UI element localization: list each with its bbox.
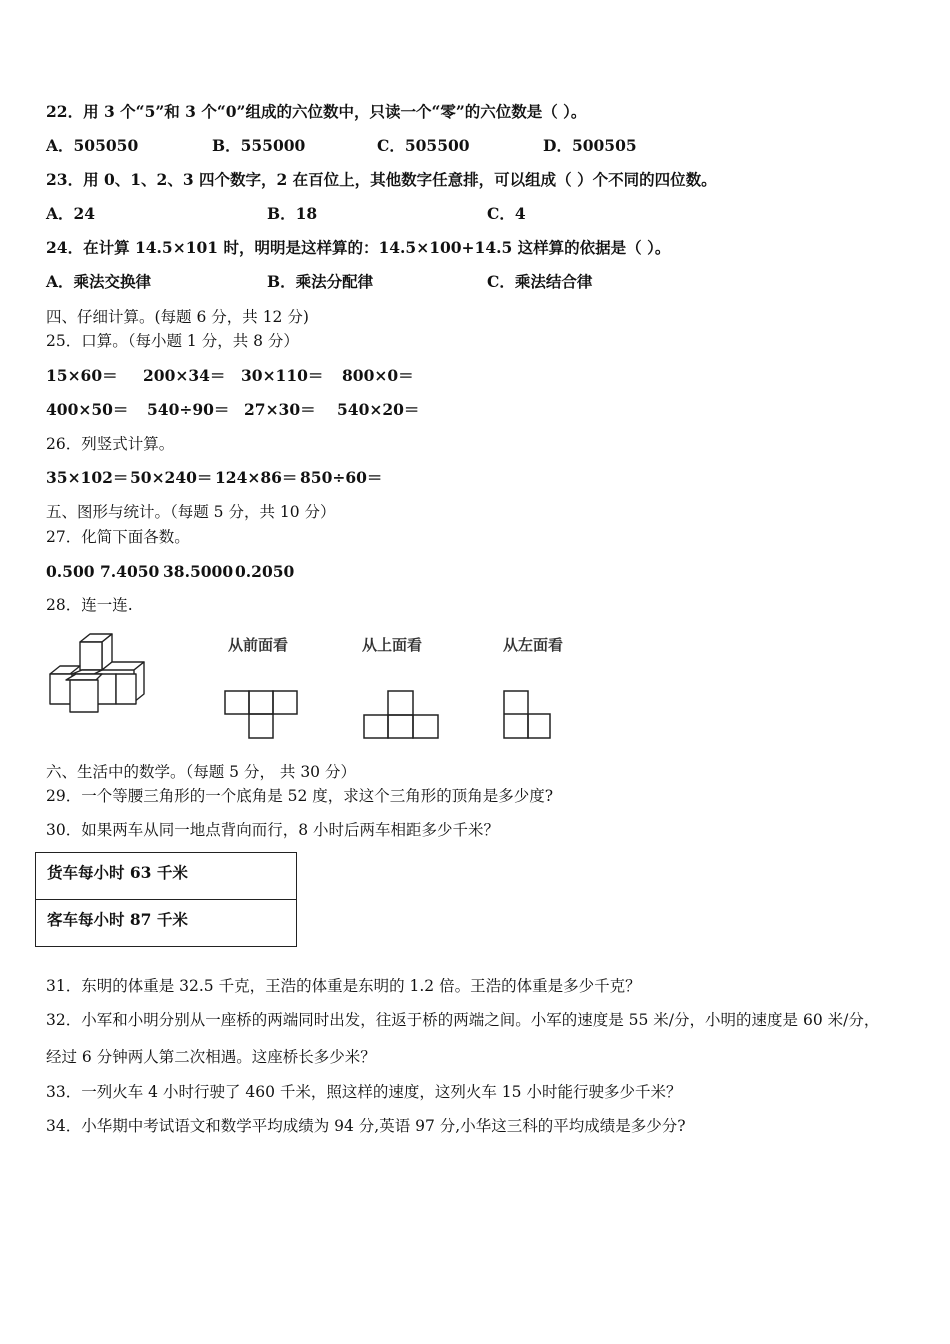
view-label-top: 从上面看 xyxy=(362,636,423,654)
q32-text-line2: 经过 6 分钟两人第二次相遇。这座桥长多少米？ xyxy=(46,1048,376,1066)
q27-value: 7.4050 xyxy=(100,562,160,581)
q24-option-a: A．乘法交换律 xyxy=(46,272,152,291)
q22-text: 22．用 3 个“5”和 3 个“0”组成的六位数中，只读一个“零”的六位数是（ ）。 xyxy=(46,102,587,121)
q25-item: 30×110＝ xyxy=(241,366,324,385)
q27-text: 27．化简下面各数。 xyxy=(46,528,190,546)
q22-option-d: D．500505 xyxy=(543,136,637,155)
q24-text: 24．在计算 14.5×101 时，明明是这样算的：14.5×100+14.5 这样算的依据是（ ）。 xyxy=(46,238,671,257)
q30-table xyxy=(35,852,297,947)
q24-option-b: B．乘法分配律 xyxy=(267,272,374,291)
q22-option-a: A．505050 xyxy=(46,136,139,155)
q30-table-row-truck: 货车每小时 63 千米 xyxy=(36,853,296,900)
view-label-front: 从前面看 xyxy=(228,636,289,654)
q34-text: 34．小华期中考试语文和数学平均成绩为 94 分,英语 97 分,小华这三科的平均成绩是多少分? xyxy=(46,1117,686,1135)
view-label-left: 从左面看 xyxy=(503,636,564,654)
q25-item: 400×50＝ xyxy=(46,400,129,419)
q22-option-c: C．505500 xyxy=(377,136,470,155)
q26-item: 50×240＝ xyxy=(130,468,213,487)
q23-option-a: A．24 xyxy=(46,204,96,223)
q26-item: 850÷60＝ xyxy=(300,468,383,487)
q26-item: 124×86＝ xyxy=(215,468,298,487)
q33-text: 33．一列火车 4 小时行驶了 460 千米，照这样的速度，这列火车 15 小时能行驶多少千米？ xyxy=(46,1083,682,1101)
q28-text: 28．连一连. xyxy=(46,596,133,614)
q25-item: 800×0＝ xyxy=(342,366,414,385)
left-view-figure xyxy=(500,688,560,742)
q26-item: 35×102＝ xyxy=(46,468,129,487)
q27-value: 38.5000 xyxy=(163,562,234,581)
section4-heading: 四、仔细计算。(每题 6 分，共 12 分) xyxy=(46,308,309,326)
q25-item: 200×34＝ xyxy=(143,366,226,385)
front-view-figure xyxy=(222,688,302,742)
q24-option-c: C．乘法结合律 xyxy=(487,272,593,291)
q30-table-row-bus: 客车每小时 87 千米 xyxy=(47,910,188,929)
q27-value: 0.500 xyxy=(46,562,95,581)
q23-option-c: C．4 xyxy=(487,204,526,223)
cube-figure xyxy=(46,630,156,720)
section5-heading: 五、图形与统计。（每题 5 分，共 10 分） xyxy=(46,503,336,521)
q30-text: 30．如果两车从同一地点背向而行，8 小时后两车相距多少千米？ xyxy=(46,821,500,839)
q25-item: 540÷90＝ xyxy=(147,400,230,419)
q22-option-b: B．555000 xyxy=(212,136,306,155)
q25-item: 15×60＝ xyxy=(46,366,118,385)
q25-item: 540×20＝ xyxy=(337,400,420,419)
q25-text: 25．口算。（每小题 1 分，共 8 分） xyxy=(46,332,299,350)
q29-text: 29．一个等腰三角形的一个底角是 52 度，求这个三角形的顶角是多少度? xyxy=(46,787,554,805)
section6-heading: 六、生活中的数学。（每题 5 分， 共 30 分） xyxy=(46,763,356,781)
q27-value: 0.2050 xyxy=(235,562,295,581)
q25-item: 27×30＝ xyxy=(244,400,316,419)
q31-text: 31．东明的体重是 32.5 千克，王浩的体重是东明的 1.2 倍。王浩的体重是多少千克？ xyxy=(46,977,641,995)
q32-text-line1: 32．小军和小明分别从一座桥的两端同时出发，往返于桥的两端之间。小军的速度是 55 米/分，小明的速度是 60 米/分， xyxy=(46,1011,880,1029)
q23-text: 23．用 0、1、2、3 四个数字，2 在百位上，其他数字任意排，可以组成（ ）个不同的四位数。 xyxy=(46,170,717,189)
top-view-figure xyxy=(360,688,444,742)
q26-text: 26．列竖式计算。 xyxy=(46,435,175,453)
q23-option-b: B．18 xyxy=(267,204,318,223)
